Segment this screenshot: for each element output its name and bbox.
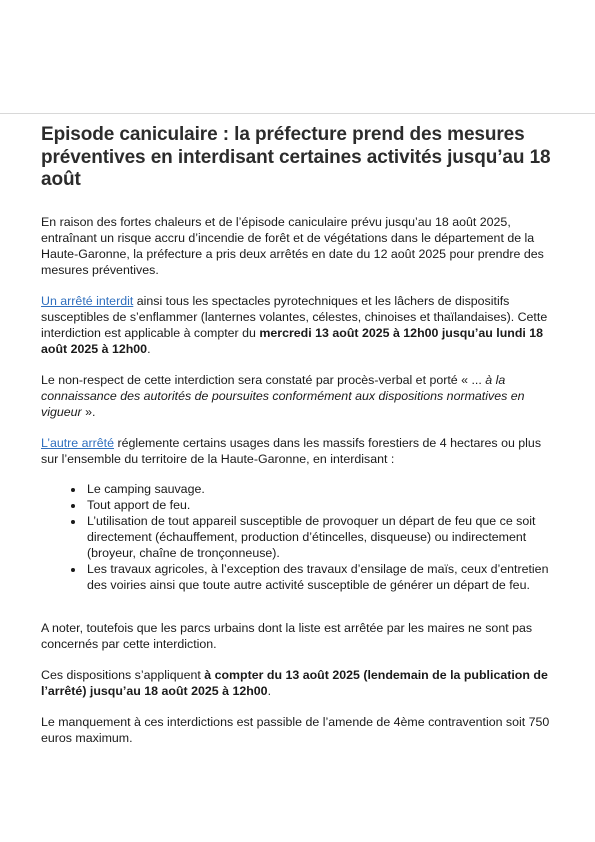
second-decree-text: réglemente certains usages dans les massifs forestiers de 4 hectares ou plus sur l’ensemble du territoire de la Haute-Garonne, en interdisant : (41, 435, 542, 466)
application-period-dates: à compter du 13 août 2025 (lendemain de la publication de l’arrêté) jusqu’au 18 août 2025 à 12h00 (41, 667, 548, 698)
second-decree-paragraph (41, 435, 557, 467)
application-period-text: Ces dispositions s’appliquent (41, 667, 205, 682)
first-decree-end: . (147, 341, 151, 356)
list-item: • L’utilisation de tout appareil susceptible de provoquer un départ de feu que ce soit directement (échauffement, production d’étincelles, disqueuse) ou indirectement (broyeur, chaîne de tronçonneuse). (85, 513, 557, 561)
application-period-end: . (267, 683, 272, 698)
sanction-quote: à la connaissance des autorités de poursuites conformément aux dispositions normatives en vigueur (41, 372, 525, 419)
list-item: • Tout apport de feu. (85, 497, 557, 513)
urban-parks-note: A noter, toutefois que les parcs urbains dont la liste est arrêtée par les maires ne sont pas concernés par cette interdiction. (41, 620, 533, 651)
intro-paragraph: En raison des fortes chaleurs et de l’épisode caniculaire prévu jusqu’au 18 août 2025, entraînant un risque accru d’incendie de forêt et de végétations dans le département de la Haute-Garonne, la préfecture a pris deux arrêtés en date du 12 août 2025 pour prendre des mesures préventives. (41, 214, 544, 277)
sanction-end: ». (81, 404, 96, 419)
press-release (41, 124, 557, 761)
prohibitions-list (41, 481, 557, 593)
sanction-paragraph (41, 372, 557, 420)
list-item: • Les travaux agricoles, à l’exception des travaux d’ensilage de maïs, ceux d’entretien des voiries ainsi que toute autre activité susceptible de générer un départ de feu. (85, 561, 557, 593)
first-decree-paragraph (41, 293, 557, 357)
first-decree-dates: mercredi 13 août 2025 à 12h00 jusqu’au lundi 18 août 2025 à 12h00 (41, 325, 544, 356)
penalty-paragraph: Le manquement à ces interdictions est passible de l’amende de 4ème contravention soit 750 euros maximum. (41, 714, 550, 745)
sanction-text: Le non-respect de cette interdiction sera constaté par procès-verbal et porté « ... (41, 372, 486, 387)
first-decree-link[interactable]: Un arrêté interdit (41, 293, 134, 308)
second-decree-link[interactable]: L’autre arrêté (41, 435, 115, 450)
list-item: • Le camping sauvage. (85, 481, 557, 497)
page-top-rule (0, 113, 595, 114)
page-title: Episode caniculaire : la préfecture prend des mesures préventives en interdisant certaines activités jusqu’au 18 août (41, 124, 551, 190)
application-period-paragraph (41, 667, 557, 699)
first-decree-text: ainsi tous les spectacles pyrotechniques et les lâchers de dispositifs susceptibles de s’enflammer (lanternes volantes, célestes, chinoises et thaïlandaises). Cette interdiction est applicable à compter du (41, 293, 548, 340)
